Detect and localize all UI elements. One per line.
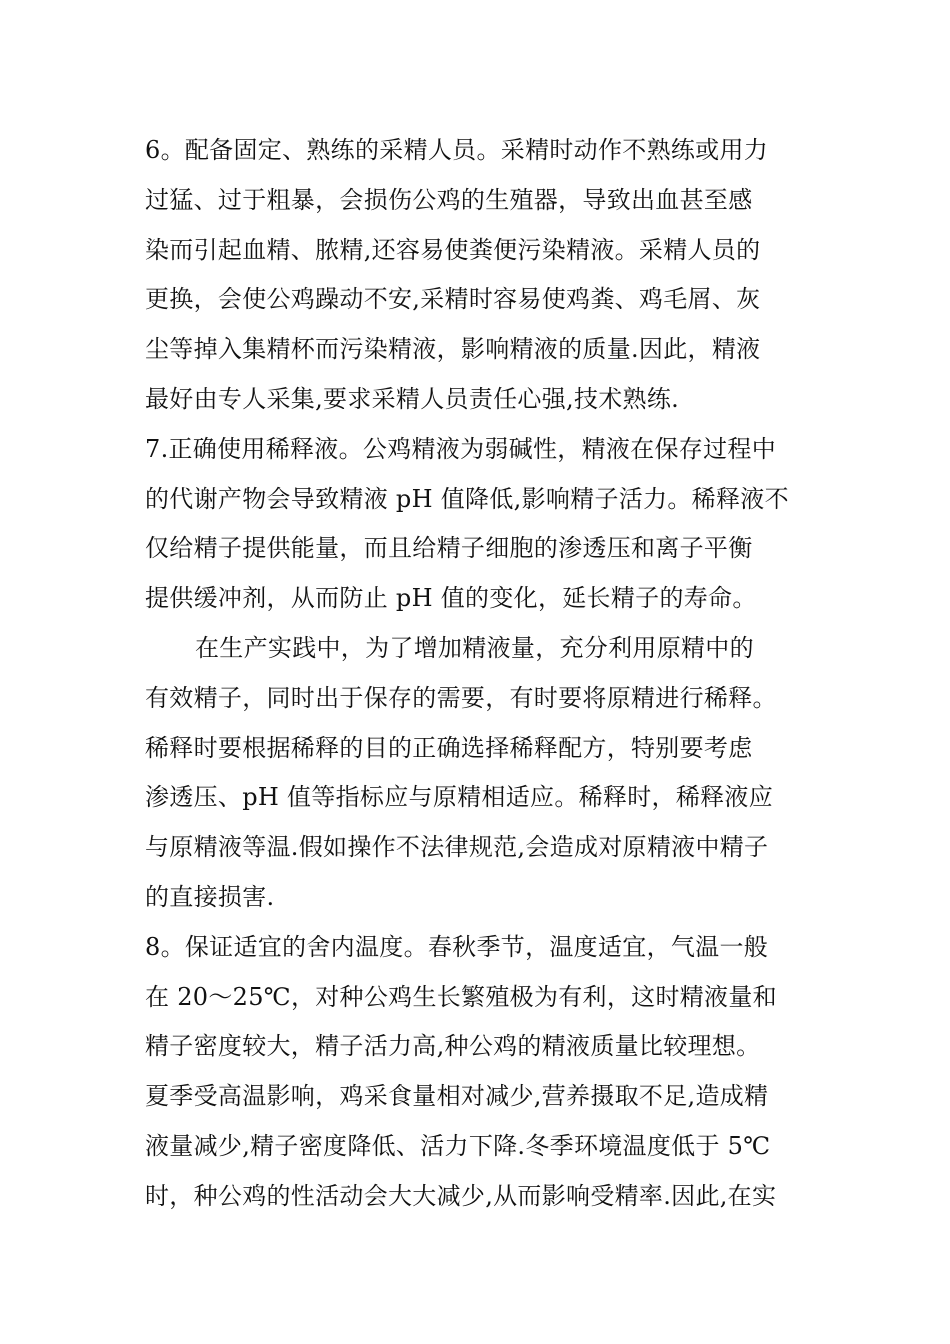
text-line: 提供缓冲剂，从而防止 pH 值的变化，延长精子的寿命。 bbox=[145, 584, 757, 613]
text-line: 7.正确使用稀释液。公鸡精液为弱碱性，精液在保存过程中 bbox=[145, 434, 776, 463]
paragraph-item-7 bbox=[145, 425, 825, 624]
text-line: 6。配备固定、熟练的采精人员。采精时动作不熟练或用力 bbox=[145, 136, 769, 164]
text-line: 精子密度较大，精子活力高,种公鸡的精液质量比较理想。 bbox=[145, 1032, 761, 1061]
text-line: 与原精液等温.假如操作不法律规范,会造成对原精液中精子 bbox=[145, 833, 769, 862]
text-line: 稀释时要根据稀释的目的正确选择稀释配方，特别要考虑 bbox=[145, 733, 753, 762]
text-line: 时，种公鸡的性活动会大大减少,从而影响受精率.因此,在实 bbox=[145, 1181, 777, 1210]
text-line: 最好由专人采集,要求采精人员责任心强,技术熟练. bbox=[145, 384, 680, 413]
text-line: 液量减少,精子密度降低、活力下降.冬季环境温度低于 5℃ bbox=[145, 1131, 771, 1160]
text-line: 尘等掉入集精杯而污染精液，影响精液的质量.因此，精液 bbox=[145, 335, 761, 364]
text-line: 在 20～25℃，对种公鸡生长繁殖极为有利，这时精液量和 bbox=[145, 982, 777, 1011]
text-line: 有效精子，同时出于保存的需要，有时要将原精进行稀释。 bbox=[145, 683, 777, 712]
text-line: 的代谢产物会导致精液 pH 值降低,影响精子活力。稀释液不 bbox=[145, 484, 789, 513]
text-line: 仅给精子提供能量，而且给精子细胞的渗透压和离子平衡 bbox=[145, 534, 753, 563]
text-line: 渗透压、pH 值等指标应与原精相适应。稀释时，稀释液应 bbox=[145, 783, 774, 812]
paragraph-item-6 bbox=[145, 126, 825, 425]
document-body bbox=[145, 126, 825, 1222]
text-line: 染而引起血精、脓精,还容易使粪便污染精液。采精人员的 bbox=[145, 235, 761, 264]
text-line: 过猛、过于粗暴，会损伤公鸡的生殖器，导致出血甚至感 bbox=[145, 185, 753, 214]
text-line-indented: 在生产实践中，为了增加精液量，充分利用原精中的 bbox=[195, 633, 754, 662]
text-line: 8。保证适宜的舍内温度。春秋季节，温度适宜，气温一般 bbox=[145, 932, 769, 961]
paragraph-dilution bbox=[145, 624, 825, 923]
paragraph-item-8 bbox=[145, 923, 825, 1222]
text-line: 的直接损害. bbox=[145, 882, 275, 911]
text-line: 更换，会使公鸡躁动不安,采精时容易使鸡粪、鸡毛屑、灰 bbox=[145, 285, 761, 314]
text-line: 夏季受高温影响，鸡采食量相对减少,营养摄取不足,造成精 bbox=[145, 1082, 769, 1111]
